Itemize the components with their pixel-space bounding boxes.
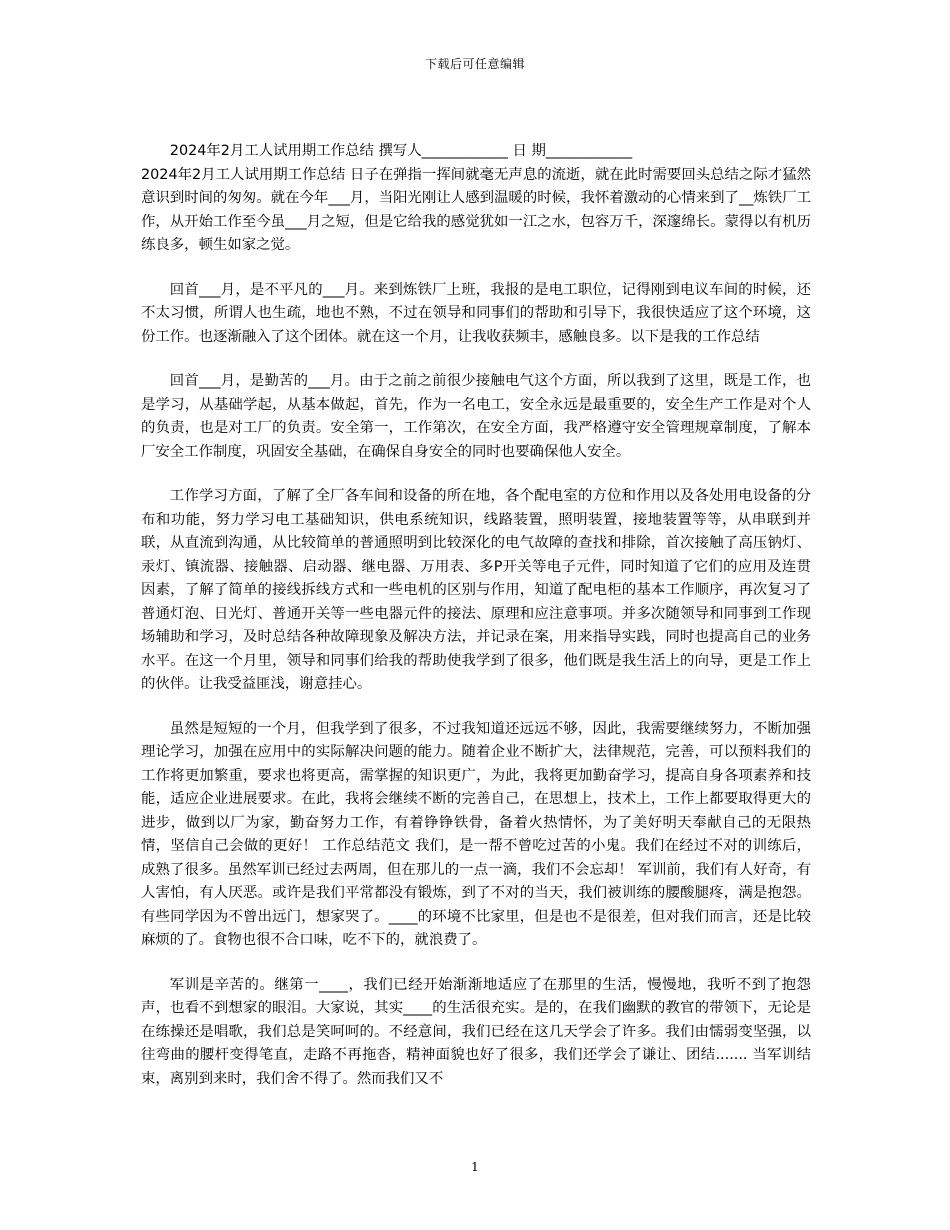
paragraph-5: 虽然是短短的一个月，但我学到了很多，不过我知道还远远不够，因此，我需要继续努力，不断加强理论学习，加强在应用中的实际解决问题的能力。随着企业不断扩大，法律规范，完善，可以预料我们的工作将更加繁重，要求也将更高，需掌握的知识更广，为此，我将更加勤奋学习，提高自身各项素养和技能，适应企业进展要求。在此，我将会继续不断的完善自己，在思想上，技术上，工作上都要取得更大的进步，做到以厂为家，勤奋努力工作，有着铮铮铁骨，备着火热情怀，为了美好明天奉献自己的无限热情，坚信自己会做的更好！ 工作总结范文 我们，是一帮不曾吃过苦的小鬼。我们在经过不对的训练后，成熟了很多。虽然军训已经过去两周，但在那儿的一点一滴，我们不会忘却！ 军训前，我们有人好奇，有人害怕，有人厌恶。或许是我们平常都没有锻炼，到了不对的当天，我们被训练的腰酸腿疼，满是抱怨。有些同学因为不曾出远门，想家哭了。____的环境不比家里，但是也不是很差，但对我们而言，还是比较麻烦的了。食物也很不合口味，吃不下的，就浪费了。: [141, 720, 811, 948]
page-number: 1: [471, 1160, 479, 1174]
paragraph-3: 回首___月，是勤苦的___月。由于之前之前很少接触电气这个方面，所以我到了这里，既是工作，也是学习，从基础学起，从基本做起，首先，作为一名电工，安全永远是最重要的，安全生产工作是对个人的负责，也是对工厂的负责。安全第一，工作第次，在安全方面，我严格遵守安全管理规章制度，了解本厂安全工作制度，巩固安全基础，在确保自身安全的同时也要确保他人安全。: [141, 373, 811, 460]
document-title-line: 2024年2月工人试用期工作总结 撰写人____________ 日 期____________: [169, 143, 633, 159]
document-body: [141, 140, 811, 1112]
paragraph-intro: 2024年2月工人试用期工作总结 日子在弹指一挥间就毫无声息的流逝，就在此时需要回头总结之际才猛然意识到时间的匆匆。就在今年___月，当阳光刚让人感到温暖的时候，我怀着激动的心情来到了__炼铁厂工作，从开始工作至今虽___月之短，但是它给我的感觉犹如一江之水，包容万千，深邃绵长。蒙得以有机历练良多，顿生如家之觉。: [141, 166, 811, 253]
paragraph-2: 回首___月，是不平凡的___月。来到炼铁厂上班，我报的是电工职位，记得刚到电议车间的时候，还不太习惯，所谓人也生疏，地也不熟，不过在领导和同事们的帮助和引导下，我很快适应了这个环境，这份工作。也逐渐融入了这个团体。就在这一个月，让我收获频丰，感触良多。以下是我的工作总结: [141, 281, 811, 345]
paragraph-6: 军训是辛苦的。继第一____，我们已经开始渐渐地适应了在那里的生活，慢慢地，我听不到了抱怨声，也看不到想家的眼泪。大家说，其实____的生活很充实。是的，在我们幽默的教官的带领下，无论是在练操还是唱歌，我们总是笑呵呵的。不经意间，我们已经在这几天学会了许多。我们由懦弱变坚强，以往弯曲的腰杆变得笔直，走路不再拖沓，精神面貌也好了很多，我们还学会了谦让、团结....... 当军训结束，离别到来时，我们舍不得了。然而我们又不: [141, 976, 811, 1087]
paragraph-4: 工作学习方面，了解了全厂各车间和设备的所在地，各个配电室的方位和作用以及各处用电设备的分布和功能，努力学习电工基础知识，供电系统知识，线路装置，照明装置，接地装置等等，从串联到并联，从直流到沟通，从比较简单的普通照明到比较深化的电气故障的查找和排除，首次接触了高压钠灯、汞灯、镇流器、接触器、启动器、继电器、万用表、多P开关等电子元件，同时知道了它们的应用及连贯因素，了解了简单的接线拆线方式和一些电机的区别与作用，知道了配电柜的基本工作顺序，再次复习了普通灯泡、日光灯、普通开关等一些电器元件的接法、原理和应注意事项。并多次随领导和同事到工作现场辅助和学习，及时总结各种故障现象及解决方法，并记录在案，用来指导实践，同时也提高自己的业务水平。在这一个月里，领导和同事们给我的帮助使我学到了很多，他们既是我生活上的向导，更是工作上的伙伴。让我受益匪浅，谢意挂心。: [141, 488, 811, 692]
page-header-note: 下载后可任意编辑: [424, 57, 525, 71]
